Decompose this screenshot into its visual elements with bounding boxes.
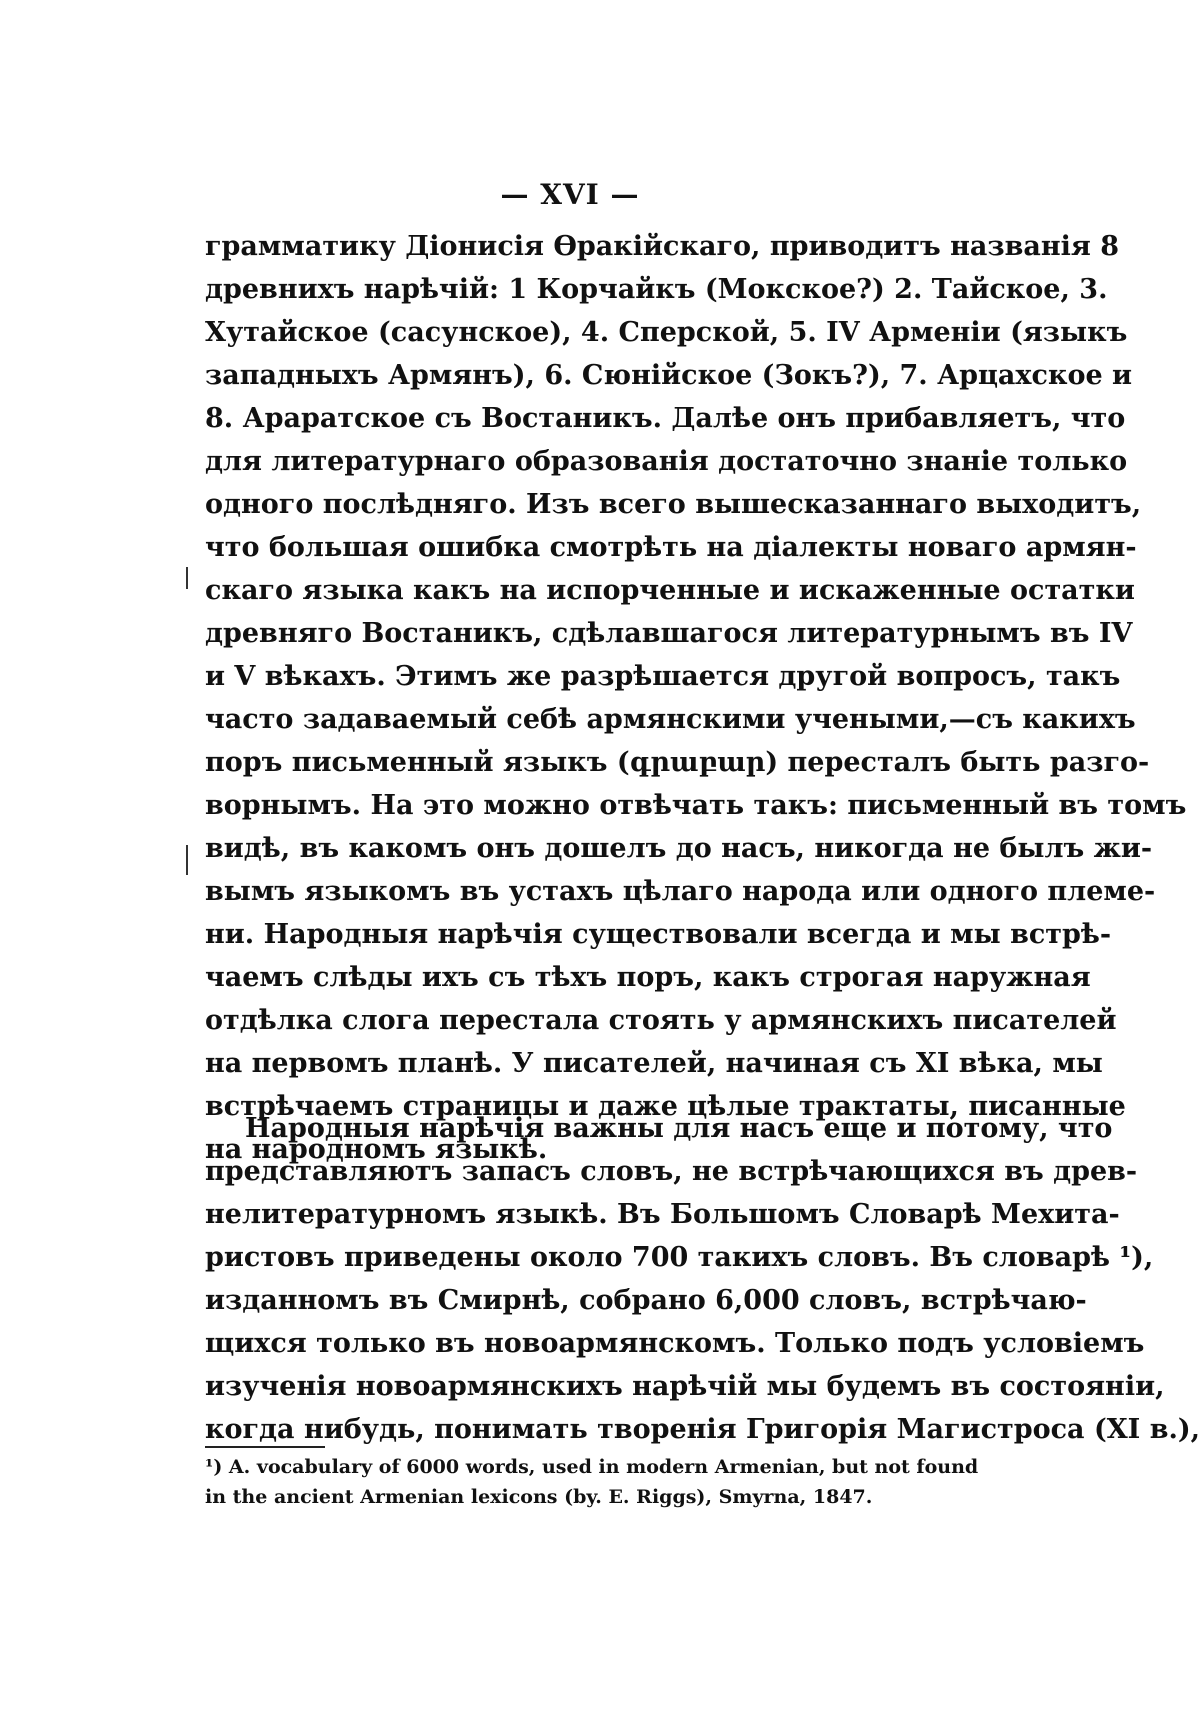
text-line: вымъ языкомъ въ устахъ цѣлаго народа или одного племе- [205,876,1156,907]
text-line: изученія новоармянскихъ нарѣчій мы будемъ въ состояніи, [205,1371,1165,1402]
text-line: нелитературномъ языкѣ. Въ Большомъ Словарѣ Мехита- [205,1199,1120,1230]
text-line: изданномъ въ Смирнѣ, собрано 6,000 словъ, встрѣчаю- [205,1285,1087,1316]
margin-mark [186,845,188,875]
text-line: видѣ, въ какомъ онъ дошелъ до насъ, никогда не былъ жи- [205,833,1153,864]
text-line: для литературнаго образованія достаточно знаніе только [205,446,1128,477]
text-line: 8. Араратское съ Востаникъ. Далѣе онъ прибавляетъ, что [205,403,1126,434]
text-line: скаго языка какъ на испорченные и искаженные остатки [205,575,1135,606]
text-line: щихся только въ новоармянскомъ. Только подъ условіемъ [205,1328,1145,1359]
text-line: чаемъ слѣды ихъ съ тѣхъ поръ, какъ строгая наружная [205,962,1091,993]
page-number: — XVI — [500,178,640,211]
footnote-divider [205,1446,325,1448]
text-line: древняго Востаникъ, сдѣлавшагося литературнымъ въ IV [205,618,1133,649]
text-line: ристовъ приведены около 700 такихъ словъ. Въ словарѣ ¹), [205,1242,1154,1273]
text-line: представляютъ запасъ словъ, не встрѣчающихся въ древ- [205,1156,1138,1187]
text-line: поръ письменный языкъ (գրաբար) пересталъ быть разго- [205,747,1150,778]
text-line: западныхъ Армянъ), 6. Сюнійское (Зокъ?), 7. Арцахское и [205,360,1133,391]
text-line: часто задаваемый себѣ армянскими учеными,—съ какихъ [205,704,1136,735]
text-line: Хутайское (сасунское), 4. Сперской, 5. IV Арменіи (языкъ [205,317,1128,348]
text-line: встрѣчаемъ страницы и даже цѣлые трактаты, писанные [205,1091,1126,1122]
text-line: ворнымъ. На это можно отвѣчать такъ: письменный въ томъ [205,790,1187,821]
text-line: отдѣлка слога перестала стоять у армянскихъ писателей [205,1005,1117,1036]
text-line: грамматику Діонисія Ѳракійскаго, приводитъ названія 8 [205,231,1120,262]
text-line: одного послѣдняго. Изъ всего вышесказаннаго выходитъ, [205,489,1142,520]
text-line: на первомъ планѣ. У писателей, начиная съ XI вѣка, мы [205,1048,1103,1079]
footnote-line: in the ancient Armenian lexicons (by. E. Riggs), Smyrna, 1847. [205,1486,873,1508]
margin-mark [186,567,188,589]
text-line: Народныя нарѣчія важны для насъ еще и потому, что [245,1113,1113,1144]
text-line: когда нибудь, понимать творенія Григорія Магистроса (XI в.), [205,1414,1200,1445]
text-line: что большая ошибка смотрѣть на діалекты новаго армян- [205,532,1137,563]
text-line: ни. Народныя нарѣчія существовали всегда и мы встрѣ- [205,919,1112,950]
footnote-line: ¹) A. vocabulary of 6000 words, used in modern Armenian, but not found [205,1456,979,1478]
text-line: древнихъ нарѣчій: 1 Корчайкъ (Мокское?) 2. Тайское, 3. [205,274,1108,305]
footnote-1 [205,1452,979,1512]
paragraph-2 [205,1107,1200,1451]
paragraph-1 [205,225,1187,1171]
text-line: на народномъ языкѣ. [205,1134,548,1165]
text-line: и V вѣкахъ. Этимъ же разрѣшается другой вопросъ, такъ [205,661,1121,692]
